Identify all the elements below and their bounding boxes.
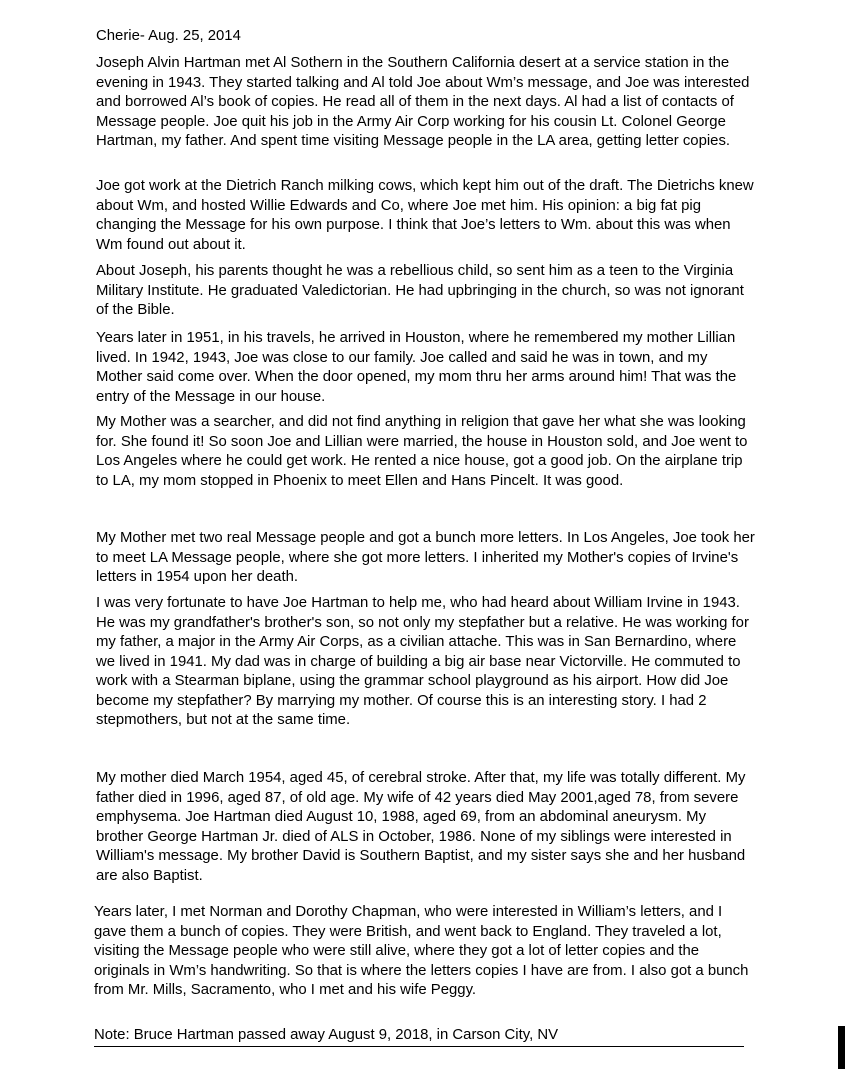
paragraph-chapmans: Years later, I met Norman and Dorothy Chapman, who were interested in William’s letters, and I gave them a bunch of copies. They were British, and went back to England. They traveled a lot, visiting the Message people who were still alive, where they got a lot of letter copies and the originals in Wm’s handwriting. So that is where the letters copies I have are from. I also got a bunch from Mr. Mills, Sacramento, who I met and his wife Peggy. <box>94 904 749 998</box>
paragraph-about-joseph: About Joseph, his parents thought he was a rebellious child, so sent him as a teen to the Virginia Military Institute. He graduated Valedictorian. He had upbringing in the church, so was not ignorant of the Bible. <box>96 263 744 318</box>
document-header: Cherie- Aug. 25, 2014 <box>96 28 241 44</box>
paragraph-joe-hartman-help: I was very fortunate to have Joe Hartman to help me, who had heard about William Irvine in 1943. He was my grandfather's brother's son, so not only my stepfather but a relative. He was working for my father, a major in the Army Air Corps, as a civilian attache. This was in San Bernardino, where we lived in 1941. My dad was in charge of building a big air base near Victorville. He commuted to work with a Stearman biplane, using the grammar school playground as his airport. How did Joe become my stepfather? By marrying my mother. Of course this is an interesting story. I had 2 stepmothers, but not at the same time. <box>96 595 749 728</box>
paragraph-houston-1951: Years later in 1951, in his travels, he arrived in Houston, where he remembered my mother Lillian lived. In 1942, 1943, Joe was close to our family. Joe called and said he was in town, and my Mother said come over. When the door opened, my mom thru her arms around him! That was the entry of the Message in our house. <box>96 330 737 405</box>
paragraph-meeting-al-sothern: Joseph Alvin Hartman met Al Sothern in the Southern California desert at a service station in the evening in 1943. They started talking and Al told Joe about Wm’s message, and Joe was interested and borrowed Al’s book of copies. He read all of them in the next days. Al had a list of contacts of Message people. Joe quit his job in the Army Air Corp working for his cousin Lt. Colonel George Hartman, my father. And spent time visiting Message people in the LA area, getting letter copies. <box>96 55 750 149</box>
page-edge-bar <box>838 1026 845 1069</box>
paragraph-dietrich-ranch: Joe got work at the Dietrich Ranch milking cows, which kept him out of the draft. The Dietrichs knew about Wm, and hosted Willie Edwards and Co, where Joe met him. His opinion: a big fat pig changing the Message for his own purpose. I think that Joe’s letters to Wm. about this was when Wm found out about it. <box>96 178 754 253</box>
paragraph-message-people: My Mother met two real Message people and got a bunch more letters. In Los Angeles, Joe took her to meet LA Message people, where she got more letters. I inherited my Mother's copies of Irvine's letters in 1954 upon her death. <box>96 530 755 585</box>
paragraph-family-deaths: My mother died March 1954, aged 45, of cerebral stroke. After that, my life was totally different. My father died in 1996, aged 87, of old age. My wife of 42 years died May 2001,aged 78, from severe emphysema. Joe Hartman died August 10, 1988, aged 69, from an abdominal aneurysm. My brother George Hartman Jr. died of ALS in October, 1986. None of my siblings were interested in William's message. My brother David is Southern Baptist, and my sister says she and her husband are also Baptist. <box>96 770 746 884</box>
paragraph-mother-searcher: My Mother was a searcher, and did not find anything in religion that gave her what she was looking for. She found it! So soon Joe and Lillian were married, the house in Houston sold, and Joe went to Los Angeles where he could get work. He rented a nice house, got a good job. On the airplane trip to LA, my mom stopped in Phoenix to meet Ellen and Hans Pincelt. It was good. <box>96 414 748 489</box>
closing-note: Note: Bruce Hartman passed away August 9, 2018, in Carson City, NV <box>94 1026 744 1047</box>
